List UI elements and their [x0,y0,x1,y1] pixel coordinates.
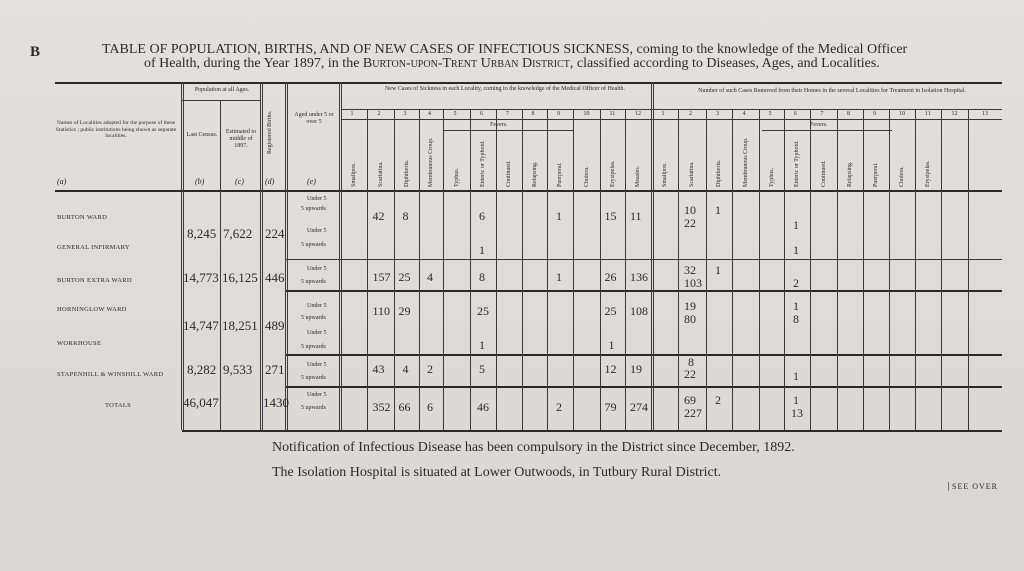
locality-totals: TOTALS [105,402,132,409]
table-cell: 14,773 [183,270,219,285]
disease-column-header: Puerperal. [557,162,563,187]
column-rule [443,109,444,430]
col-divider-b [220,100,221,430]
table-cell: 271 [265,362,285,377]
table-cell: 8 [402,209,409,223]
table-cell: 25 [477,304,489,318]
table-cell: Under 5 [307,196,327,202]
table-cell: 19 [684,299,696,313]
table-cell: 5 upwards [301,315,326,321]
population-header: Population at all Ages. [194,87,250,93]
removed-column-header: Smallpox. [661,162,668,187]
table-cell: 5 upwards [301,242,326,248]
locality-horninglow-ward: HORNINGLOW WARD [57,306,127,313]
table-cell: 5 upwards [301,344,326,350]
fevers-rule-removed [762,130,892,131]
table-cell: 8 [793,312,799,326]
removed-column-header: Puerperal. [873,162,879,187]
table-cell: 6 [479,209,485,223]
removed-column-header: Diphtheria. [716,159,722,187]
table-cell: 26 [604,270,617,284]
table-cell: 5 upwards [301,375,326,381]
table-cell: 12 [604,362,617,376]
col-divider-d [285,82,288,430]
column-rule [573,109,574,430]
disease-column-header: Enteric or Typhoid. [480,140,486,187]
births-letter: (d) [265,177,275,186]
note-notification: Notification of Infectious Disease has been compulsory in the District since December, 1892. [272,440,795,455]
column-number: 7 [506,111,509,117]
column-rule [651,82,654,430]
table-cell: 224 [265,226,285,241]
aged-letter: (e) [307,177,316,186]
header-bottom-rule [55,190,1002,192]
column-rule [915,109,916,430]
table-cell: 103 [684,276,702,290]
table-cell: 14,747 [183,318,219,333]
column-rule [678,109,679,430]
table-cell: 157 [372,270,391,284]
column-rule [863,109,864,430]
table-cell: 43 [372,362,385,376]
population-rule [182,100,260,101]
column-rule [759,109,760,430]
column-rule [889,109,890,430]
table-cell: 1 [793,243,799,257]
table-cell: Under 5 [307,362,327,368]
column-number: 1 [661,111,665,117]
see-over-label: SEE OVER [948,482,998,491]
table-cell: 66 [398,400,411,414]
removed-column-header: Cholera. [899,166,905,187]
disease-column-header: Relapsing. [531,161,538,187]
removed-column-header: Enteric or Typhoid. [794,140,800,187]
column-rule [784,109,785,430]
column-rule [810,109,811,430]
table-cell: 1 [793,393,799,407]
table-cell: 8,245 [187,226,217,241]
table-cell: 227 [684,406,702,420]
column-number: 2 [689,111,692,117]
disease-column-header: Scarlatina. [377,161,384,187]
locality-workhouse: WORKHOUSE [57,340,102,347]
removed-column-header: Erysipelas. [925,160,931,187]
page-letter: B [30,44,42,60]
table-bottom-rule [182,430,1002,432]
column-number: 4 [428,111,431,117]
table-cell: Under 5 [307,303,327,309]
table-cell: 1 [556,270,562,284]
table-cell: 4 [427,270,433,284]
table-cell: 8 [688,355,694,369]
table-cell: 1 [793,299,799,313]
column-rule [367,109,368,430]
table-cell: 79 [604,400,617,414]
col-divider-c [260,82,263,430]
fevers-rule-new [443,130,573,131]
column-rule [968,109,969,430]
col-divider-a [181,82,184,430]
page-title [102,43,1002,71]
col-divider-e [339,82,342,430]
table-cell: 11 [630,209,642,223]
table-cell: Under 5 [307,330,327,336]
table-cell: 46 [477,400,489,414]
column-number: 6 [480,111,483,117]
table-cell: 446 [265,270,285,285]
column-number: 9 [557,111,560,117]
disease-column-header: Diphtheria. [403,159,410,187]
table-cell: Under 5 [307,392,327,398]
column-number: 6 [794,111,797,117]
aged-header: Aged under 5 or over 5 [294,112,334,125]
table-cell: 2 [556,400,562,414]
statistics-table [55,82,1002,432]
removed-header: Number of such Cases Removed from their Homes in the several Localities for Treatment in Isolation Hospital. [698,88,966,94]
removed-column-header: Membranous Croup. [742,137,749,187]
table-cell: 8 [479,270,485,284]
table-cell: 1 [479,243,485,257]
title-line-1: TABLE OF POPULATION, BIRTHS, AND OF NEW CASES OF INFECTIOUS SICKNESS, coming to the knowledge of the Medical Officer [102,42,908,57]
last-census-header: Last Census. [186,132,218,138]
disease-column-header: Measles. [635,165,641,187]
table-cell: 1 [793,369,799,383]
column-rule [706,109,707,430]
table-cell: 4 [402,362,409,376]
disease-column-header: Continued. [506,160,512,187]
table-cell: 22 [684,367,696,381]
table-cell: 6 [427,400,433,414]
column-number: 13 [982,111,988,117]
group-rule [341,109,1002,110]
locality-burton-ward: BURTON WARD [57,214,108,221]
column-rule [470,109,471,430]
table-cell: Under 5 [307,228,327,234]
column-number: 9 [873,111,876,117]
table-cell: 2 [715,393,721,407]
column-rule [394,109,395,430]
column-number: 12 [635,111,641,117]
table-cell: 29 [398,304,411,318]
table-cell: 19 [630,362,642,376]
table-cell: 1 [715,203,721,217]
table-cell: 2 [427,362,433,376]
column-rule [419,109,420,430]
locality-stapenhill-winshill: STAPENHILL & WINSHILL WARD [57,371,164,378]
column-number: 8 [531,111,535,117]
title-line-2: of Health, during the Year 1897, in the Burton-upon-Trent Urban District, classified according to Diseases, Ages, and Localities. [144,56,880,71]
column-number: 5 [453,111,457,117]
table-cell: 5 [479,362,485,376]
note-isolation-hospital: The Isolation Hospital is situated at Lower Outwoods, in Tutbury Rural District. [272,465,722,480]
table-cell: 9,533 [223,362,253,377]
removed-column-header: Relapsing. [847,161,853,187]
table-cell: 2 [793,276,799,290]
table-cell: 1 [715,263,721,277]
births-header: Registered Births. [267,110,273,154]
locality-burton-extra-ward: BURTON EXTRA WARD [57,277,132,284]
table-cell: 1 [479,338,485,352]
names-letter: (a) [57,177,67,186]
table-cell: 5 upwards [301,279,326,285]
column-number: 10 [583,111,590,117]
fevers-label-removed: Fevers. [810,122,828,128]
column-number: 7 [820,111,824,117]
table-cell: 108 [630,304,648,318]
removed-column-header: Typhus. [768,167,775,187]
column-rule [496,109,497,430]
column-number: 3 [403,111,407,117]
table-cell: 18,251 [222,318,258,333]
column-rule [732,109,733,430]
column-number: 2 [377,111,381,117]
table-cell: 1 [608,338,615,352]
table-cell: 25 [604,304,617,318]
disease-column-header: Smallpox. [350,162,357,187]
column-number: 4 [742,111,746,117]
table-cell: 8,282 [187,362,217,377]
table-cell: 69 [684,393,696,407]
column-rule [522,109,523,430]
column-number: 1 [350,111,354,117]
column-number: 8 [847,111,850,117]
table-cell: 352 [372,400,391,414]
column-number: 5 [768,111,772,117]
table-cell: 136 [630,270,648,284]
table-cell: 1 [556,209,562,223]
disease-column-header: Cholera. [583,166,590,187]
district-name: Burton-upon-Trent Urban District, [362,56,574,71]
table-cell: 13 [791,406,803,420]
table-cell: 22 [684,216,696,230]
disease-column-header: Typhus. [453,167,460,187]
column-rule [600,109,601,430]
table-cell: 10 [684,203,696,217]
removed-column-header: Continued. [820,160,827,187]
table-cell: Under 5 [307,266,327,272]
table-cell: 1 [793,218,799,232]
column-number: 10 [899,111,905,117]
estimated-header: Estimated to middle of 1897. [225,129,257,149]
fevers-label-new: Fevers. [490,122,508,128]
new-cases-header: New Cases of Sickness in each Locality, coming to the knowledge of the Medical Officer of Health. [384,86,626,92]
census-letter: (b) [195,177,205,186]
table-cell: 274 [630,400,648,414]
column-rule [837,109,838,430]
column-number: 3 [716,111,719,117]
table-cell: 5 upwards [301,405,326,411]
locality-general-infirmary: GENERAL INFIRMARY [57,244,130,251]
column-number: 12 [951,111,958,117]
table-cell: 25 [398,270,411,284]
table-cell: 15 [604,209,617,223]
column-rule [625,109,626,430]
disease-column-header: Erysipelas. [609,160,616,187]
column-number: 11 [609,111,616,117]
table-cell: 42 [372,209,385,223]
column-rule [941,109,942,430]
table-cell: 16,125 [222,270,258,285]
table-cell: 489 [265,318,285,333]
removed-column-header: Scarlatina. [689,161,695,187]
table-cell: 1430 [263,395,289,410]
table-cell: 46,047 [183,395,219,410]
table-cell: 5 upwards [301,206,326,212]
disease-column-header: Membranous Croup. [428,137,434,187]
table-cell: 32 [684,263,696,277]
table-top-rule [55,82,1002,84]
names-header: Names of Localities adopted for the purpose of these Statistics ; public institutions being shown as separate localities. [55,120,177,139]
colnum-rule [341,119,1002,120]
column-number: 11 [925,111,931,117]
table-cell: 7,622 [223,226,253,241]
estimated-letter: (c) [235,177,244,186]
table-cell: 110 [372,304,391,318]
table-cell: 80 [684,312,696,326]
column-rule [547,109,548,430]
